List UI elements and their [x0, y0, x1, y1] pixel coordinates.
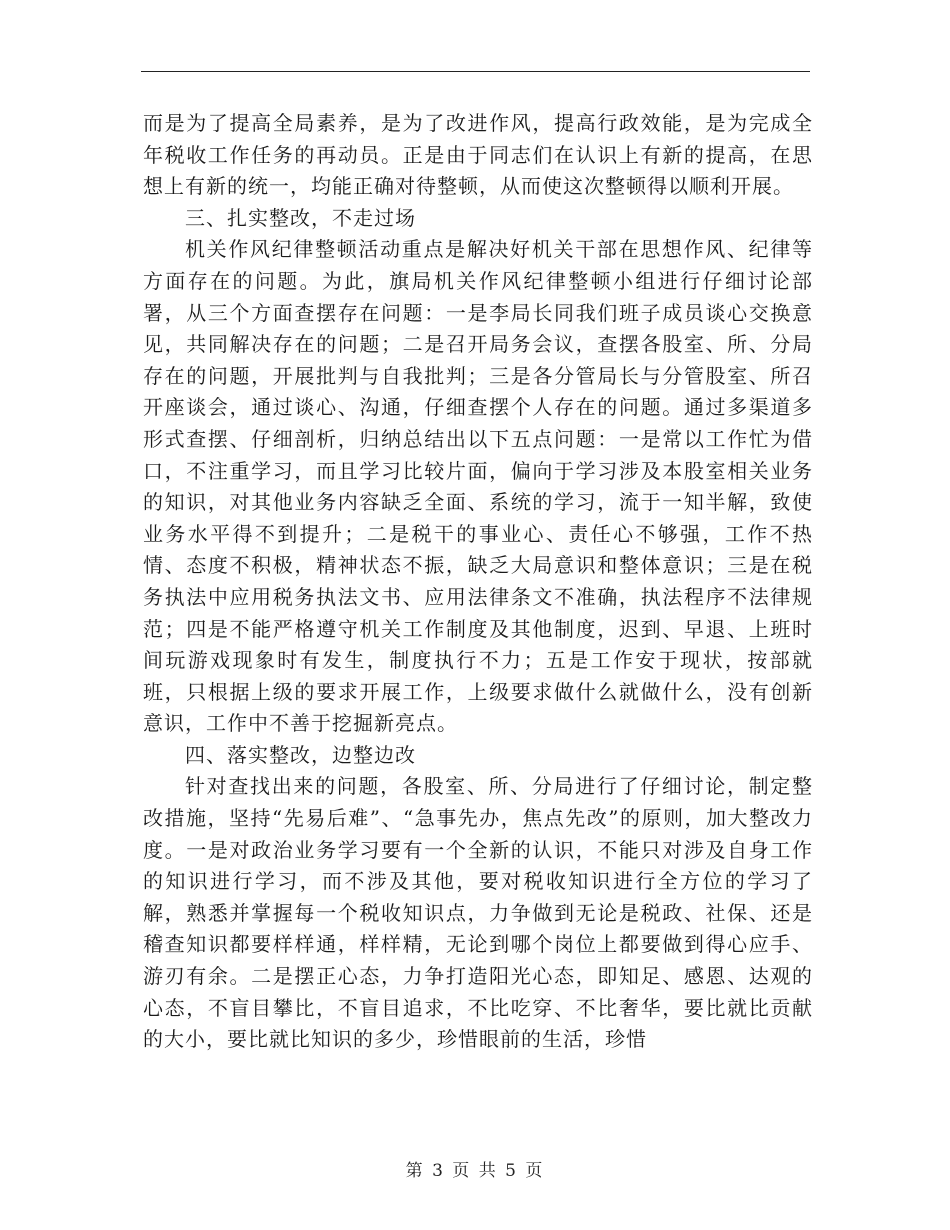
header-rule — [141, 71, 810, 72]
section-heading-3: 三、扎实整改，不走过场 — [185, 205, 416, 230]
page-footer — [0, 1156, 950, 1181]
paragraph-section-4: 针对查找出来的问题，各股室、所、分局进行了仔细讨论，制定整改措施，坚持“先易后难”、“急事先办，焦点先改”的原则，加大整改力度。一是对政治业务学习要有一个全新的认识，不能只对涉及自身工作的知识进行学习，而不涉及其他，要对税收知识进行全方位的学习了解，熟悉并掌握每一个税收知识点，力争做到无论是税政、社保、还是稽查知识都要样样通，样样精，无论到哪个岗位上都要做到得心应手、游刃有余。二是摆正心态，力争打造阳光心态，即知足、感恩、达观的心态，不盲目攀比，不盲目追求，不比吃穿、不比奢华，要比就比贡献的大小，要比就比知识的多少，珍惜眼前的生活，珍惜 — [143, 774, 813, 1052]
document-body — [143, 108, 813, 1056]
section-heading-4: 四、落实整改，边整边改 — [185, 742, 416, 767]
page-number: 第 3 页 共 5 页 — [405, 1161, 545, 1181]
paragraph-continuation: 而是为了提高全局素养，是为了改进作风，提高行政效能，是为完成全年税收工作任务的再动员。正是由于同志们在认识上有新的提高，在思想上有新的统一，均能正确对待整顿，从而使这次整顿得以顺利开展。 — [143, 111, 813, 199]
paragraph-section-3: 机关作风纪律整顿活动重点是解决好机关干部在思想作风、纪律等方面存在的问题。为此，旗局机关作风纪律整顿小组进行仔细讨论部署，从三个方面查摆存在问题：一是李局长同我们班子成员谈心交换意见，共同解决存在的问题；二是召开局务会议，查摆各股室、所、分局存在的问题，开展批判与自我批判；三是各分管局长与分管股室、所召开座谈会，通过谈心、沟通，仔细查摆个人存在的问题。通过多渠道多形式查摆、仔细剖析，归纳总结出以下五点问题：一是常以工作忙为借口，不注重学习，而且学习比较片面，偏向于学习涉及本股室相关业务的知识，对其他业务内容缺乏全面、系统的学习，流于一知半解，致使业务水平得不到提升；二是税干的事业心、责任心不够强，工作不热情、态度不积极，精神状态不振，缺乏大局意识和整体意识；三是在税务执法中应用税务执法文书、应用法律条文不准确，执法程序不法律规范；四是不能严格遵守机关工作制度及其他制度，迟到、早退、上班时间玩游戏现象时有发生，制度执行不力；五是工作安于现状，按部就班，只根据上级的要求开展工作，上级要求做什么就做什么，没有创新意识，工作中不善于挖掘新亮点。 — [143, 237, 813, 736]
